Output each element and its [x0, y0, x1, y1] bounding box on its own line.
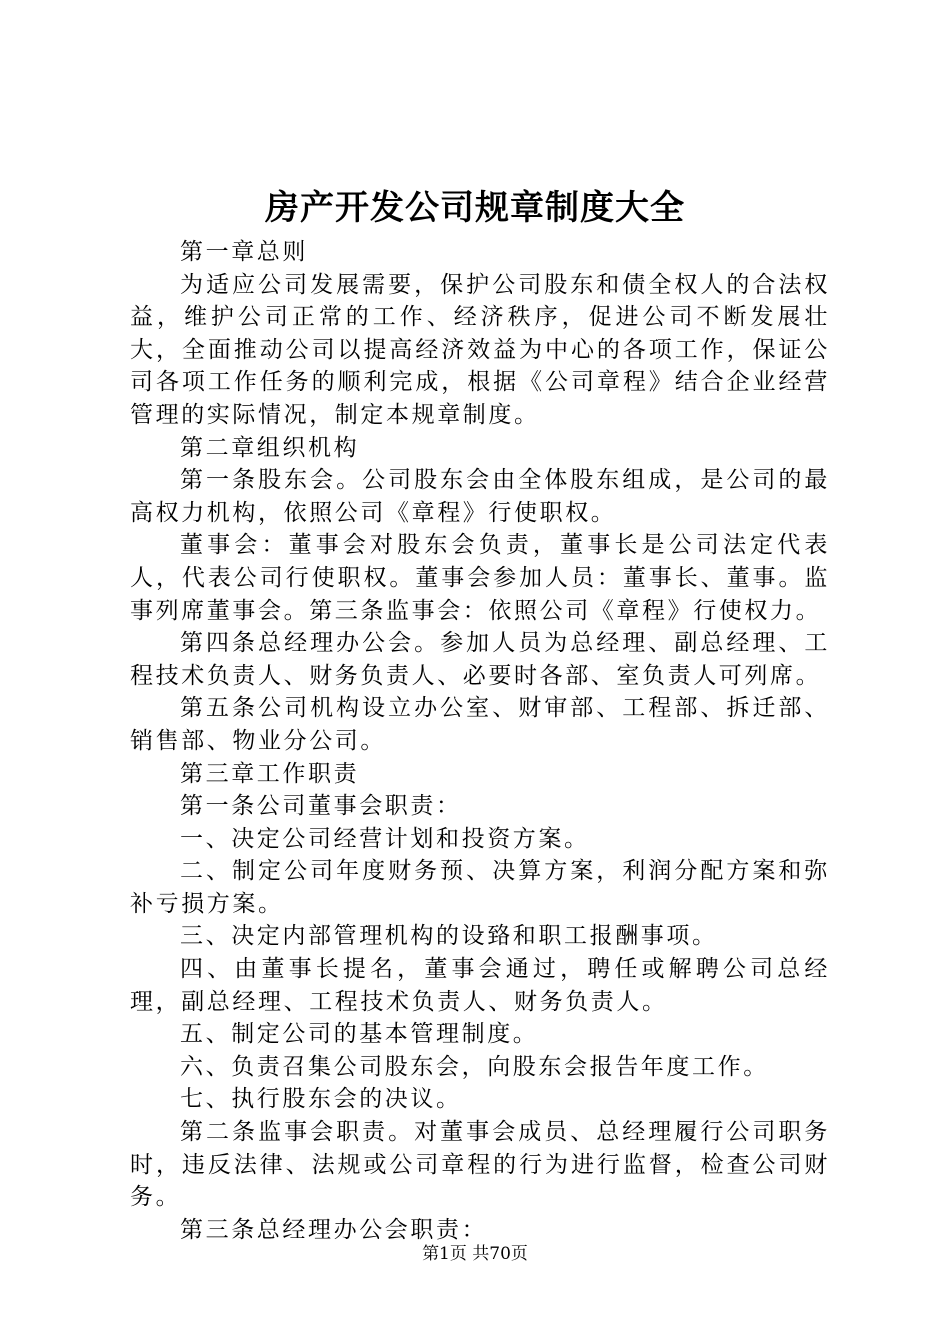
list-item: 二、制定公司年度财务预、决算方案，利润分配方案和弥补亏损方案。	[130, 858, 830, 917]
paragraph: 第五条公司机构设立办公室、财审部、工程部、拆迁部、销售部、物业分公司。	[130, 695, 830, 754]
paragraph: 第二条监事会职责。对董事会成员、总经理履行公司职务时，违反法律、法规或公司章程的行为进行监督，检查公司财务。	[130, 1119, 830, 1211]
list-item: 六、负责召集公司股东会，向股东会报告年度工作。	[180, 1053, 769, 1080]
paragraph: 董事会：董事会对股东会负责，董事长是公司法定代表人，代表公司行使职权。董事会参加人员：董事长、董事。监事列席董事会。第三条监事会：依照公司《章程》行使权力。	[130, 532, 830, 624]
paragraph: 第四条总经理办公会。参加人员为总经理、副总经理、工程技术负责人、财务负责人、必要时各部、室负责人可列席。	[130, 630, 830, 689]
list-item: 一、决定公司经营计划和投资方案。	[180, 825, 590, 852]
paragraph: 为适应公司发展需要，保护公司股东和债全权人的合法权益，维护公司正常的工作、经济秩序，促进公司不断发展壮大，全面推动公司以提高经济效益为中心的各项工作，保证公司各项工作任务的顺利完成，根据《公司章程》结合企业经营管理的实际情况，制定本规章制度。	[130, 271, 830, 428]
paragraph: 第三条总经理办公会职责：	[180, 1216, 488, 1243]
chapter-heading: 第三章工作职责	[180, 760, 360, 787]
list-item: 四、由董事长提名，董事会通过，聘任或解聘公司总经理，副总经理、工程技术负责人、财务负责人。	[130, 956, 830, 1015]
list-item: 三、决定内部管理机构的设臵和职工报酬事项。	[180, 923, 718, 950]
document-body	[130, 236, 830, 1246]
chapter-heading: 第一章总则	[180, 239, 308, 265]
list-item: 七、执行股东会的决议。	[180, 1086, 462, 1113]
paragraph: 第一条公司董事会职责：	[180, 793, 462, 820]
page-footer: 第1页 共70页	[422, 1244, 528, 1264]
document-title: 房产开发公司规章制度大全	[265, 188, 685, 228]
chapter-heading: 第二章组织机构	[180, 434, 360, 461]
list-item: 五、制定公司的基本管理制度。	[180, 1021, 539, 1048]
paragraph: 第一条股东会。公司股东会由全体股东组成，是公司的最高权力机构，依照公司《章程》行使职权。	[130, 467, 830, 526]
